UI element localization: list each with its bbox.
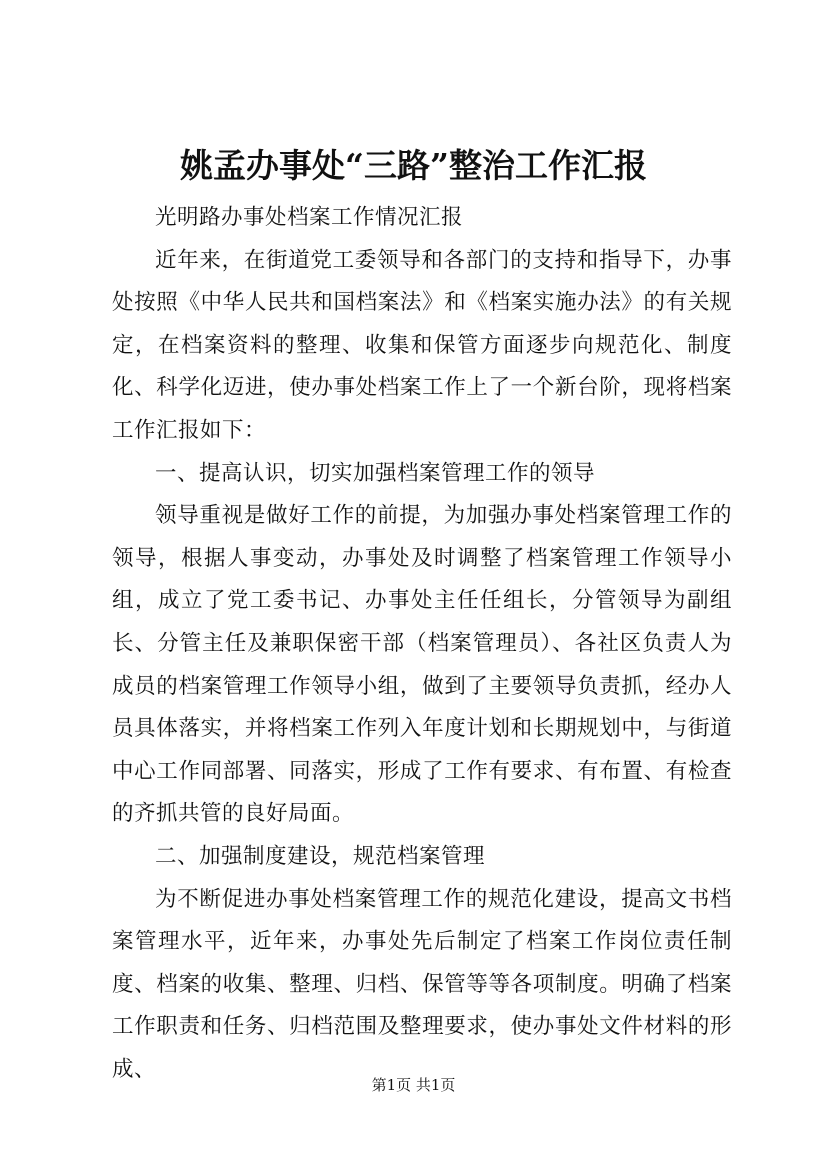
section-heading-1: 一、提高认识，切实加强档案管理工作的领导	[155, 460, 596, 486]
document-title: 姚孟办事处“三路”整治工作汇报	[180, 146, 647, 185]
paragraph-subtitle: 光明路办事处档案工作情况汇报	[155, 205, 464, 230]
section-heading-2: 二、加强制度建设，规范档案管理	[155, 843, 486, 869]
document-body	[112, 197, 732, 1091]
paragraph-section-1: 领导重视是做好工作的前提，为加强办事处档案管理工作的领导，根据人事变动，办事处及时调整了档案管理工作领导小组，成立了党工委书记、办事处主任任组长，分管领导为副组长、分管主任及兼职保密干部（档案管理员）、各社区负责人为成员的档案管理工作领导小组，做到了主要领导负责抓，经办人员具体落实，并将档案工作列入年度计划和长期规划中，与街道中心工作同部署、同落实，形成了工作有要求、有布置、有检查的齐抓共管的良好局面。	[112, 503, 732, 827]
paragraph-intro: 近年来，在街道党工委领导和各部门的支持和指导下，办事处按照《中华人民共和国档案法》和《档案实施办法》的有关规定，在档案资料的整理、收集和保管方面逐步向规范化、制度化、科学化迈进，使办事处档案工作上了一个新台阶，现将档案工作汇报如下：	[112, 247, 732, 443]
page-footer: 第1页 共1页	[371, 1076, 456, 1094]
paragraph-section-2: 为不断促进办事处档案管理工作的规范化建设，提高文书档案管理水平，近年来，办事处先后制定了档案工作岗位责任制度、档案的收集、整理、归档、保管等等各项制度。明确了档案工作职责和任务、归档范围及整理要求，使办事处文件材料的形成、	[112, 886, 732, 1082]
